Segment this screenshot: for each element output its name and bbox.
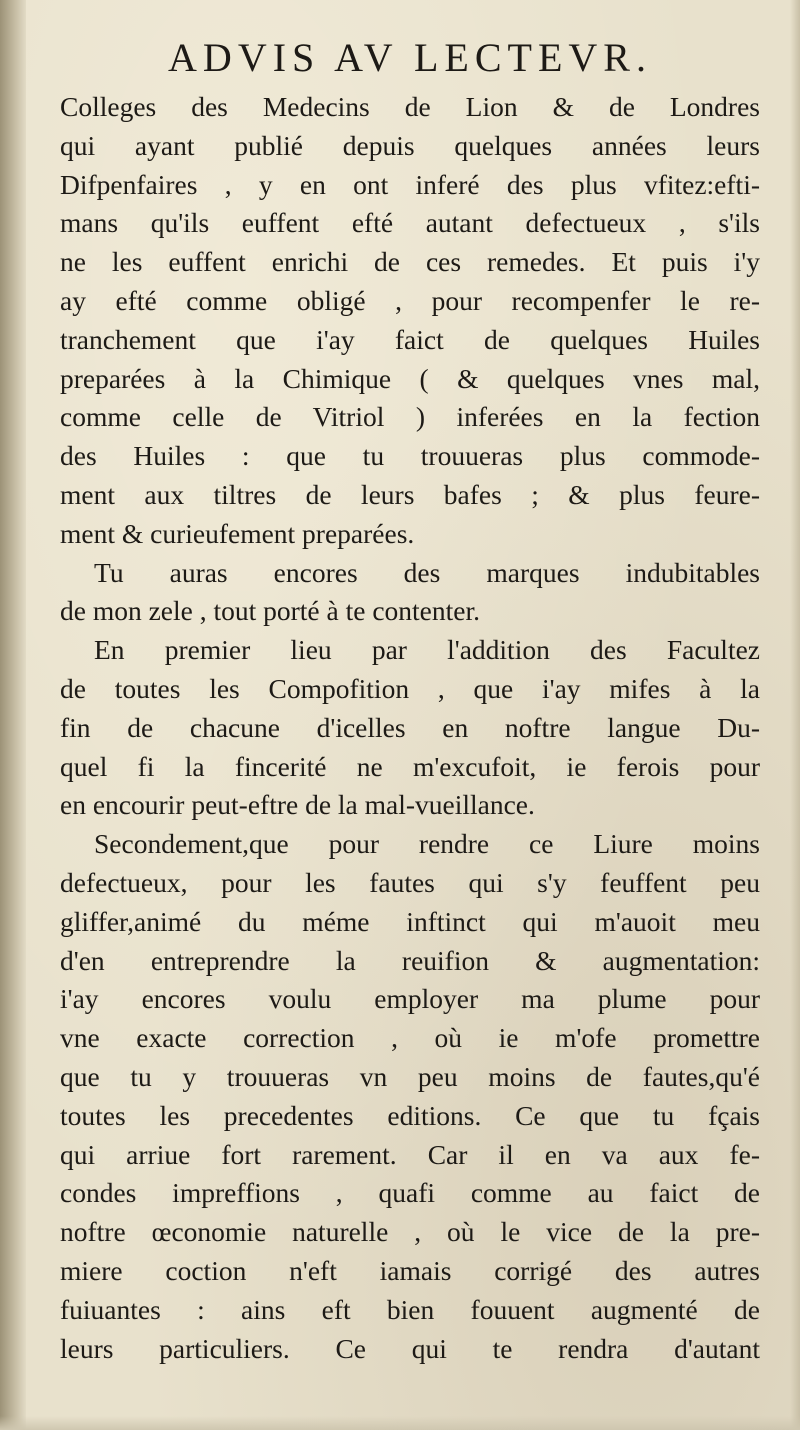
text-line: comme celle de Vitriol ) inferées en la fection <box>60 401 760 433</box>
text-line: ment & curieufement preparées. <box>60 517 415 549</box>
text-line: i'ay encores voulu employer ma plume pour <box>60 983 760 1015</box>
text-line: d'en entreprendre la reuifion & augmentation: <box>60 944 760 976</box>
text-line: noftre œconomie naturelle , où le vice de la pre- <box>60 1216 760 1248</box>
text-line: vne exacte correction , où ie m'ofe promettre <box>60 1022 760 1054</box>
page-heading: ADVIS AV LECTEVR. <box>168 35 652 80</box>
text-line: que tu y trouueras vn peu moins de fautes,qu'é <box>60 1060 760 1092</box>
text-line: qui ayant publié depuis quelques années leurs <box>60 129 760 161</box>
page-text <box>60 30 760 1368</box>
text-line: de mon zele , tout porté à te contenter. <box>60 595 480 627</box>
text-line: Difpenfaires , y en ont inferé des plus vfitez:efti- <box>60 168 760 200</box>
text-line: defectueux, pour les fautes qui s'y feuffent peu <box>60 866 760 898</box>
text-line: en encourir peut-eftre de la mal-vueillance. <box>60 789 535 821</box>
text-line: condes impreffions , quafi comme au faict de <box>60 1177 760 1209</box>
text-line: miere coction n'eft iamais corrigé des autres <box>60 1254 760 1286</box>
text-line: ay efté comme obligé , pour recompenfer le re- <box>60 284 760 316</box>
text-line: ne les euffent enrichi de ces remedes. Et puis i'y <box>60 246 760 278</box>
text-line: Colleges des Medecins de Lion & de Londres <box>60 91 760 122</box>
text-line: fin de chacune d'icelles en noftre langue Du- <box>60 711 760 743</box>
paragraph-first-line: Secondement,que pour rendre ce Liure moins <box>94 828 760 860</box>
paragraph-first-line: En premier lieu par l'addition des Facultez <box>94 634 760 666</box>
text-line: toutes les precedentes editions. Ce que tu fçais <box>60 1099 760 1131</box>
page-gutter-shadow <box>0 0 26 1430</box>
text-line: preparées à la Chimique ( & quelques vnes mal, <box>60 362 760 394</box>
paragraph-first-line: Tu auras encores des marques indubitables <box>94 556 760 588</box>
page-right-edge <box>790 0 800 1430</box>
text-line: mans qu'ils euffent efté autant defectueux , s'ils <box>60 207 760 239</box>
text-line: quel fi la fincerité ne m'excufoit, ie ferois pour <box>60 750 760 782</box>
text-line: gliffer,animé du méme inftinct qui m'auoit meu <box>60 905 760 937</box>
text-line: de toutes les Compofition , que i'ay mifes à la <box>60 672 760 704</box>
text-line: tranchement que i'ay faict de quelques Huiles <box>60 323 760 355</box>
text-line: fuiuantes : ains eft bien fouuent augmenté de <box>60 1293 760 1325</box>
text-line: leurs particuliers. Ce qui te rendra d'autant <box>60 1332 760 1364</box>
text-line: des Huiles : que tu trouueras plus commode- <box>60 440 760 472</box>
text-line: ment aux tiltres de leurs bafes ; & plus feure- <box>60 478 760 510</box>
text-line: qui arriue fort rarement. Car il en va aux fe- <box>60 1138 760 1170</box>
page-bottom-edge <box>0 1416 800 1430</box>
